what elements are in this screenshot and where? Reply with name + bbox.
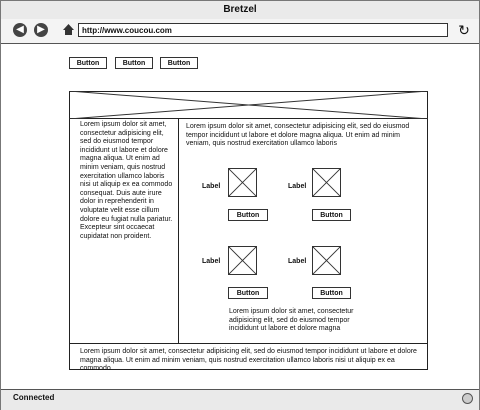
image-placeholder-3 xyxy=(228,246,257,275)
top-button-3[interactable]: Button xyxy=(160,57,198,69)
status-indicator-icon xyxy=(462,393,473,404)
grid-label-3: Label xyxy=(202,258,221,265)
window-title: Bretzel xyxy=(223,4,257,15)
grid-label-2: Label xyxy=(288,183,307,190)
back-icon[interactable]: ◀ xyxy=(13,23,27,37)
window-titlebar xyxy=(1,1,479,20)
header-image-placeholder xyxy=(69,91,428,119)
image-placeholder-1 xyxy=(228,168,257,197)
refresh-icon[interactable]: ↻ xyxy=(458,22,470,38)
right-top-text: Lorem ipsum dolor sit amet, consectetur adipisicing elit, sed do eiusmod tempor incididunt ut labore et dolore magna aliqua. Ut enim ad minim veniam, quis nostrud exercitation ullamco laboris xyxy=(186,123,410,148)
forward-icon[interactable]: ▶ xyxy=(34,23,48,37)
image-placeholder-2 xyxy=(312,168,341,197)
left-column-text: Lorem ipsum dolor sit amet, consectetur adipisicing elit, sed do eiusmod tempor incididunt ut labore et dolore magna aliqua. Ut enim ad minim veniam, quis nostrud exercitation ullamco laboris nisi ut aliquip ex ea commodo consequat. Duis aute irure dolor in reprehenderit in voluptate velit esse cillum dolore eu fugiat nulla pariatur. Excepteur sint occaecat cupidatat non proident. xyxy=(80,121,173,240)
top-button-1[interactable]: Button xyxy=(69,57,107,69)
grid-label-4: Label xyxy=(288,258,307,265)
status-bar xyxy=(1,389,479,410)
image-placeholder-4 xyxy=(312,246,341,275)
column-divider xyxy=(178,118,179,343)
grid-label-1: Label xyxy=(202,183,221,190)
footer-text: Lorem ipsum dolor sit amet, consectetur adipisicing elit, sed do eiusmod tempor incididunt ut labore et dolore magna aliqua. Ut enim ad minim veniam, quis nostrud exercitation ullamco laboris nisi ut aliquip ex ea commodo xyxy=(80,348,417,373)
status-text: Connected xyxy=(13,393,55,402)
grid-button-1[interactable]: Button xyxy=(228,209,268,221)
grid-button-4[interactable]: Button xyxy=(312,287,351,299)
grid-button-2[interactable]: Button xyxy=(312,209,351,221)
home-icon[interactable] xyxy=(62,23,75,36)
browser-toolbar xyxy=(1,19,479,44)
grid-button-3[interactable]: Button xyxy=(228,287,268,299)
right-bottom-text: Lorem ipsum dolor sit amet, consectetur adipisicing elit, sed do eiusmod tempor incididunt ut labore et dolore magna xyxy=(229,308,354,333)
footer-divider xyxy=(69,343,428,344)
top-button-2[interactable]: Button xyxy=(115,57,153,69)
url-field[interactable]: http://www.coucou.com xyxy=(78,23,448,37)
